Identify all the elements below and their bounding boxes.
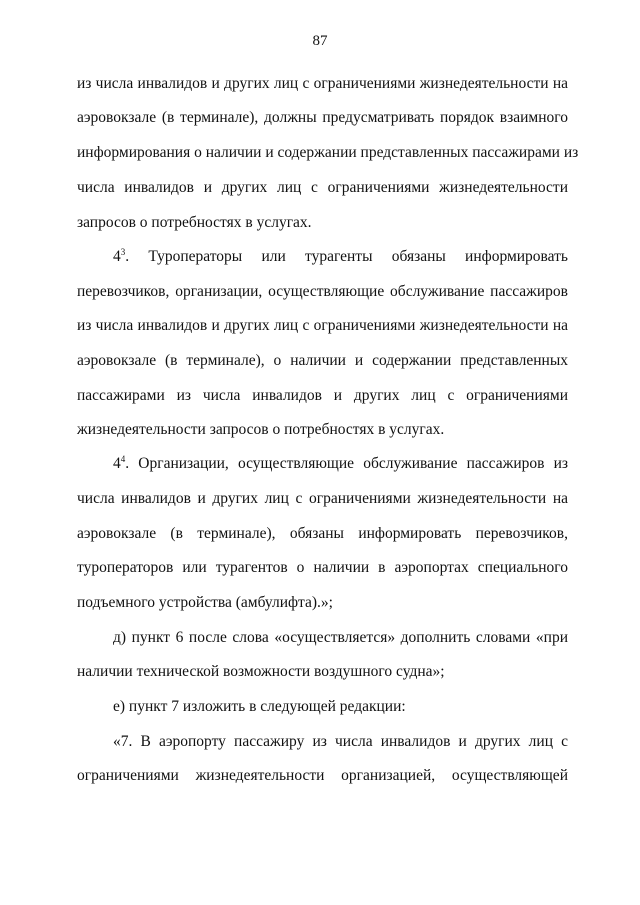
text-line: наличии технической возможности воздушного судна»; [77, 663, 445, 680]
paragraph-4-3-first-line [113, 246, 568, 268]
text-line: туроператоров или турагентов о наличии в аэропортах специального [77, 559, 568, 576]
text-line: из числа инвалидов и других лиц с ограничениями жизнедеятельности на [77, 317, 568, 334]
page-number: 87 [312, 33, 328, 49]
paragraph-7-first-line: «7. В аэропорту пассажиру из числа инвалидов и других лиц с [113, 733, 568, 750]
text-line: перевозчиков, организации, осуществляющие обслуживание пассажиров [77, 283, 568, 300]
item-number: 4 [113, 248, 121, 265]
text-line: ограничениями жизнедеятельности организацией, осуществляющей [77, 767, 568, 784]
item-superscript: 3 [120, 247, 126, 257]
text-line: жизнедеятельности запросов о потребностях в услугах. [77, 421, 445, 438]
text-line: из числа инвалидов и других лиц с ограничениями жизнедеятельности на [77, 75, 568, 92]
text-line: аэровокзале (в терминале), обязаны информировать перевозчиков, [77, 525, 568, 542]
paragraph-e: е) пункт 7 изложить в следующей редакции: [113, 698, 406, 715]
text-line: числа инвалидов и других лиц с ограничениями жизнедеятельности на [77, 490, 568, 507]
text-line: пассажирами из числа инвалидов и других лиц с ограничениями [77, 387, 568, 404]
paragraph-4-4-first-line [113, 453, 568, 475]
paragraph-d-first-line: д) пункт 6 после слова «осуществляется» дополнить словами «при [113, 629, 568, 646]
text-line: информирования о наличии и содержании представленных пассажирами из [77, 144, 579, 161]
text-line: подъемного устройства (амбулифта).»; [77, 594, 333, 611]
text-line: запросов о потребностях в услугах. [77, 214, 312, 231]
item-superscript: 4 [120, 454, 126, 464]
text-span: . Туроператоры или турагенты обязаны информировать [125, 248, 568, 265]
text-line: аэровокзале (в терминале), должны предусматривать порядок взаимного [77, 109, 568, 126]
item-number: 4 [113, 455, 121, 472]
text-line: аэровокзале (в терминале), о наличии и содержании представленных [77, 352, 568, 369]
text-span: . Организации, осуществляющие обслуживание пассажиров из [125, 455, 568, 472]
text-line: числа инвалидов и других лиц с ограничениями жизнедеятельности [77, 179, 568, 196]
